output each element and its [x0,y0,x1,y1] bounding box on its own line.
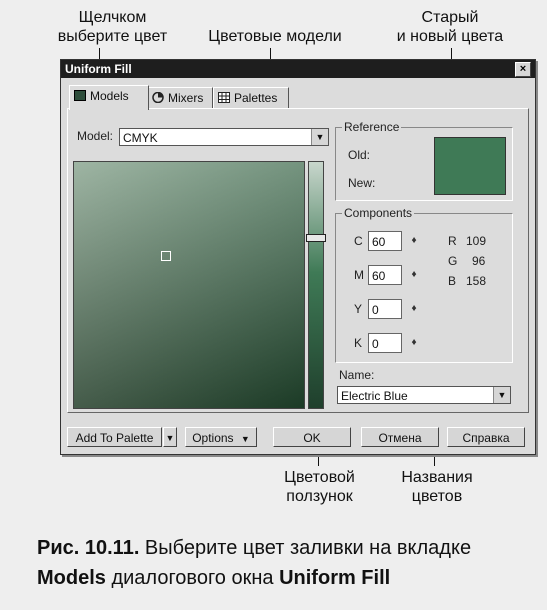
component-b-value: 158 [466,274,487,288]
callout-color-slider [272,468,367,506]
component-m-label: M [354,268,364,282]
color-name-select[interactable] [337,386,511,404]
tab-models-label: Models [90,89,129,103]
chevron-down-icon: ▼ [240,434,250,444]
mixers-icon [152,92,164,103]
help-button[interactable]: Справка [447,427,525,447]
component-y-spinner-icon[interactable]: ♦ [411,303,417,314]
chevron-down-icon: ▼ [165,433,175,443]
component-k-spinner-icon[interactable]: ♦ [411,337,417,348]
component-r-value: 109 [466,234,487,248]
callout-old-new-line2: и новый цвета [396,28,504,45]
callout-click-choose-line2: выберите цвет [57,28,168,45]
caption-prefix: Рис. 10.11. [37,537,140,559]
reference-group [335,120,513,201]
add-to-palette-button[interactable]: Add To Palette [67,427,162,447]
caption-uniform-fill: Uniform Fill [279,567,391,589]
figure-caption [37,533,471,593]
ok-button[interactable]: OK [273,427,351,447]
color-picker-marker[interactable] [161,251,171,261]
callout-color-models: Цветовые модели [208,28,342,45]
callout-color-names-line1: Названия [401,469,473,486]
component-c-input[interactable]: 60 [368,231,402,251]
callout-color-slider-line2: ползунок [286,488,353,505]
component-c-label: C [354,234,363,248]
callout-old-new [385,8,515,46]
color-name-value: Electric Blue [341,389,408,403]
component-r-label: R [448,234,457,248]
component-g-label: G [448,254,458,268]
options-button[interactable] [185,427,257,447]
color-picker-field[interactable] [73,161,305,409]
model-select[interactable] [119,128,329,146]
tab-palettes[interactable] [213,87,289,108]
chevron-down-icon: ▼ [311,129,328,145]
uniform-fill-dialog [60,59,536,455]
component-k-input[interactable]: 0 [368,333,402,353]
components-group [335,206,513,363]
callout-color-names [392,468,482,506]
component-m-spinner-icon[interactable]: ♦ [411,269,417,280]
model-select-value: CMYK [123,131,158,145]
caption-models: Models [37,567,106,589]
color-slider[interactable] [308,161,324,409]
close-button[interactable] [515,62,531,77]
callout-click-choose [40,8,185,46]
tab-mixers[interactable] [147,87,213,108]
dialog-titlebar [61,60,535,78]
dialog-title: Uniform Fill [65,62,132,76]
close-icon: × [519,63,527,75]
callout-color-slider-line1: Цветовой [284,469,355,486]
component-k-label: K [354,336,363,350]
callout-click-choose-line1: Щелчком [78,9,147,26]
components-title: Components [344,206,413,220]
chevron-down-icon: ▼ [493,387,510,403]
component-m-input[interactable]: 60 [368,265,402,285]
tab-mixers-label: Mixers [168,91,204,105]
reference-new-label: New: [348,176,376,190]
models-icon [74,90,86,101]
callout-color-names-line2: цветов [411,488,463,505]
palettes-icon [218,92,230,103]
reference-old-label: Old: [348,148,371,162]
component-g-value: 96 [472,254,486,268]
component-b-label: B [448,274,457,288]
color-slider-handle[interactable] [306,234,326,242]
model-label: Model: [77,129,114,143]
component-y-input[interactable]: 0 [368,299,402,319]
callout-old-new-line1: Старый [421,9,479,26]
caption-text-2: диалогового окна [105,567,280,589]
name-label: Name: [339,368,375,382]
tab-palettes-label: Palettes [234,91,278,105]
options-label: Options [192,431,234,445]
component-y-label: Y [354,302,363,316]
component-c-spinner-icon[interactable]: ♦ [411,235,417,246]
reference-title: Reference [344,120,400,134]
tab-models[interactable] [69,85,149,110]
old-new-color-swatch [434,137,506,195]
cancel-button[interactable]: Отмена [361,427,439,447]
caption-text-1: Выберите цвет заливки на вкладке [139,537,472,559]
add-to-palette-dropdown[interactable] [163,427,177,447]
